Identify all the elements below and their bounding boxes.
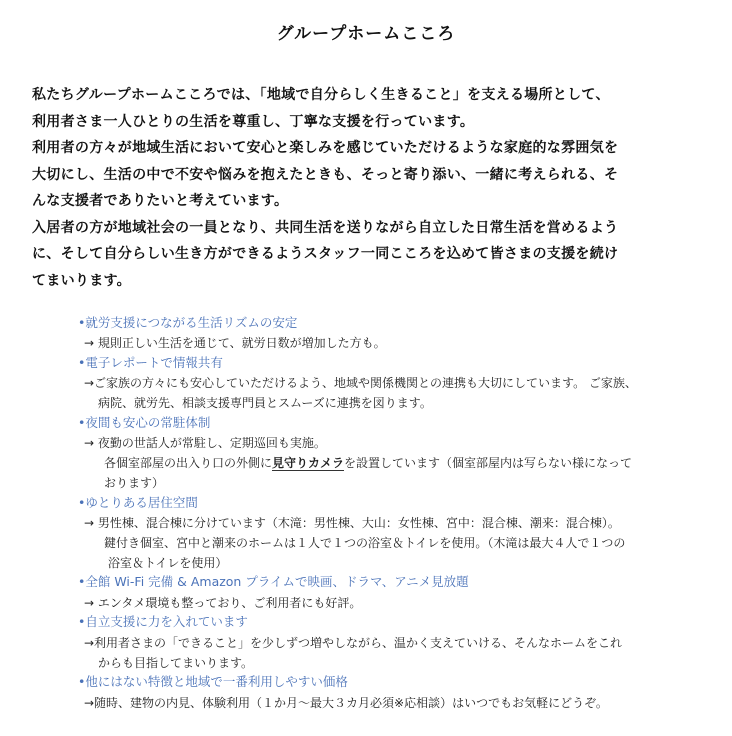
feature-desc: → エンタメ環境も整っており、ご利用者にも好評。 [84, 596, 362, 610]
intro-line: に、そして自分らしい生き方ができるようスタッフ一同こころを込めて皆さまの支援を続け [32, 246, 619, 262]
feature-desc: →随時、建物の内見、体験利用（１か月～最大３カ月必須※応相談）はいつでもお気軽にどうぞ。 [84, 696, 608, 710]
feature-desc [104, 453, 632, 473]
feature-desc: 浴室＆トイレを使用） [108, 556, 228, 570]
intro-line: てまいります。 [32, 272, 131, 289]
intro-paragraph [32, 82, 707, 294]
feature-desc: 病院、就労先、相談支援専門員とスムーズに連携を図ります。 [98, 396, 432, 410]
watch-camera-highlight: 見守りカメラ [272, 456, 345, 470]
feature-desc: →利用者さまの「できること」を少しずつ増やしながら、温かく支えていける、そんなホームをこれ [84, 636, 623, 650]
feature-heading-wifi: •全館 Wi-Fi 完備 & Amazon プライムで映画、ドラマ、アニメ見放題 [78, 574, 469, 589]
feature-desc: おります） [104, 476, 165, 490]
intro-line: 大切にし、生活の中で不安や悩みを抱えたときも、そっと寄り添い、一緒に考えられる、そ [32, 166, 619, 183]
feature-desc: からも目指してまいります。 [98, 656, 254, 670]
feature-desc-text: を設置しています（個室部屋内は写らない様になって [344, 456, 633, 470]
feature-heading-night-staff: •夜間も安心の常駐体制 [78, 415, 211, 430]
feature-heading-independence: •自立支援に力を入れています [78, 614, 248, 629]
feature-desc-text: 各個室部屋の出入り口の外側に [104, 456, 273, 470]
intro-line: 入居者の方が地域社会の一員となり、共同生活を送りながら自立した日常生活を営めるよう [32, 219, 619, 236]
intro-line: んな支援者でありたいと考えています。 [32, 193, 289, 209]
feature-desc: → 夜勤の世話人が常駐し、定期巡回も実施。 [84, 436, 326, 450]
page-title: グループホームこころ [276, 24, 456, 44]
intro-line: 私たちグループホームこころでは、「地域で自分らしく生きること」を支える場所として、 [32, 87, 610, 103]
feature-desc: → 規則正しい生活を通じて、就労日数が増加した方も。 [84, 336, 386, 350]
feature-desc: → 男性棟、混合棟に分けています（木滝：男性棟、大山：女性棟、宮中：混合棟、潮来：混合棟）。 [84, 516, 620, 530]
intro-line: 利用者さま一人ひとりの生活を尊重し、丁寧な支援を行っています。 [32, 113, 475, 130]
feature-heading-e-report: •電子レポートで情報共有 [78, 355, 223, 370]
feature-heading-work-support: •就労支援につながる生活リズムの安定 [78, 315, 298, 330]
intro-line: 利用者の方々が地域生活において安心と楽しみを感じていただけるような家庭的な雰囲気を [32, 140, 619, 156]
feature-heading-living-space: •ゆとりある居住空間 [78, 495, 198, 510]
feature-heading-price: •他にはない特徴と地域で一番利用しやすい価格 [78, 674, 348, 689]
feature-desc: 鍵付き個室、宮中と潮来のホームは１人で１つの浴室＆トイレを使用。（木滝は最大４人で１つの [104, 536, 626, 550]
feature-desc: →ご家族の方々にも安心していただけるよう、地域や関係機関との連携も大切にしています。 ご家族、 [84, 376, 637, 390]
